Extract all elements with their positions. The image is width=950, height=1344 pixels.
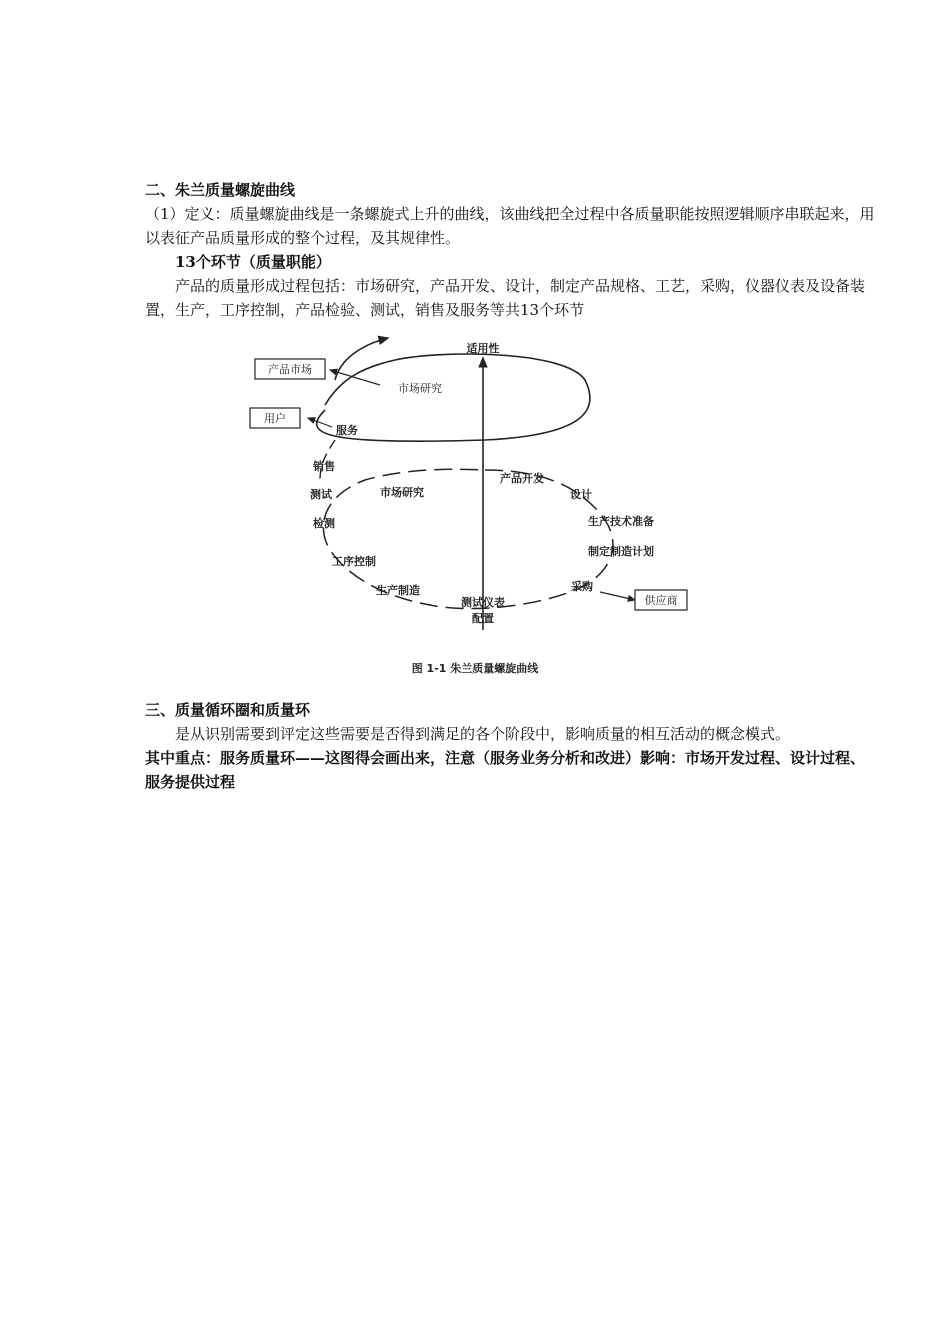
label-supplier: 供应商	[644, 594, 678, 607]
label-production: 生产制造	[376, 584, 420, 597]
juran-spiral-figure	[240, 330, 710, 685]
arrow-to-market	[330, 370, 380, 385]
body-paragraph: 是从识别需要到评定这些需要是否得到满足的各个阶段中，影响质量的相互活动的概念模式。	[175, 725, 791, 743]
label-product-market: 产品市场	[268, 363, 312, 376]
spiral-diagram	[240, 330, 710, 685]
label-tech-prep: 生产技术准备	[588, 515, 654, 528]
subheading: 13个环节（质量职能）	[175, 253, 331, 271]
label-process-control: 工序控制	[332, 555, 376, 568]
label-user: 用户	[264, 412, 286, 425]
figure-caption: 图 1-1 朱兰质量螺旋曲线	[411, 662, 539, 675]
arrow-to-supplier	[600, 592, 635, 600]
key-point-paragraph: 其中重点：服务质量环——这图得会画出来，注意（服务业务分析和改进）影响：市场开发过程、设计过程、服务提供过程	[145, 749, 866, 791]
label-inspection: 检测	[313, 517, 335, 530]
definition-paragraph: （1）定义：质量螺旋曲线是一条螺旋式上升的曲线，该曲线把全过程中各质量职能按照逻辑顺序串联起来，用以表征产品质量形成的整个过程，及其规律性。	[145, 205, 875, 247]
section-heading: 三、质量循环圈和质量环	[145, 701, 311, 719]
label-mfg-plan: 制定制造计划	[588, 545, 654, 558]
body-paragraph: 产品的质量形成过程包括：市场研究，产品开发、设计，制定产品规格、工艺，采购，仪器仪表及设备装置，生产，工序控制，产品检验、测试，销售及服务等共13个环节	[145, 277, 866, 319]
label-service: 服务	[336, 424, 358, 437]
label-procurement: 采购	[571, 580, 593, 593]
label-top-axis: 适用性	[466, 342, 500, 355]
arrow-to-user	[308, 418, 332, 427]
label-instrument-line2: 配置	[472, 612, 494, 625]
section-heading: 二、朱兰质量螺旋曲线	[145, 181, 296, 199]
label-market-research-top: 市场研究	[398, 382, 442, 395]
label-test: 测试	[310, 488, 332, 501]
label-sales: 销售	[313, 460, 335, 473]
label-market-research-bottom: 市场研究	[380, 486, 424, 499]
label-instrument-line1: 测试仪表	[461, 596, 505, 609]
label-design: 设计	[570, 488, 592, 501]
label-product-dev: 产品开发	[500, 472, 544, 485]
